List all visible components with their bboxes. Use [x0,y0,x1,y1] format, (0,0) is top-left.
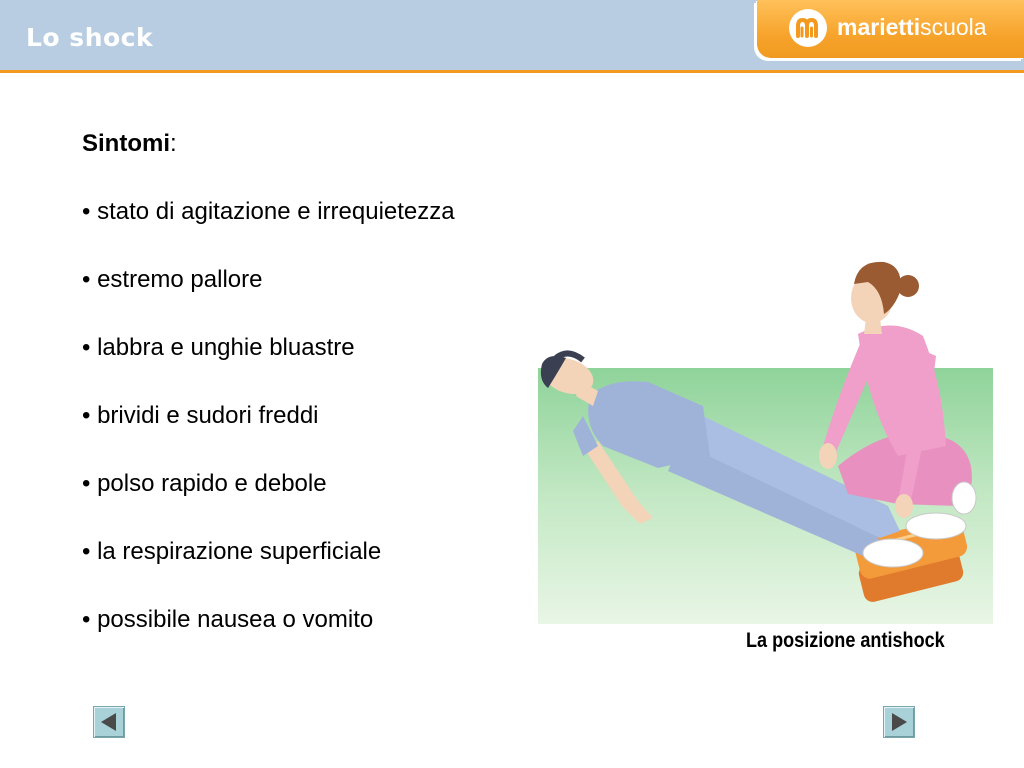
symptoms-heading: Sintomi: [82,130,177,157]
logo-mark-icon [789,9,827,47]
slide-title: Lo shock [26,23,154,52]
list-item: • la respirazione superficiale [82,538,382,565]
list-item: • stato di agitazione e irrequietezza [82,198,455,225]
logo-wordmark: mariettiscuola [837,14,987,40]
header-bar [0,0,1024,73]
list-item: • labbra e unghie bluastre [82,334,355,361]
list-item: • estremo pallore [82,266,263,293]
list-item: • brividi e sudori freddi [82,402,319,429]
symptoms-panel [82,126,542,670]
triangle-right-icon [884,707,914,737]
publisher-logo [757,0,1024,58]
figure-caption: La posizione antishock [746,629,945,652]
symptoms-list [82,194,542,670]
next-slide-button[interactable] [883,706,915,738]
triangle-left-icon [94,707,124,737]
antishock-illustration [538,256,993,624]
list-item: • possibile nausea o vomito [82,606,374,633]
previous-slide-button[interactable] [93,706,125,738]
list-item: • polso rapido e debole [82,470,327,497]
